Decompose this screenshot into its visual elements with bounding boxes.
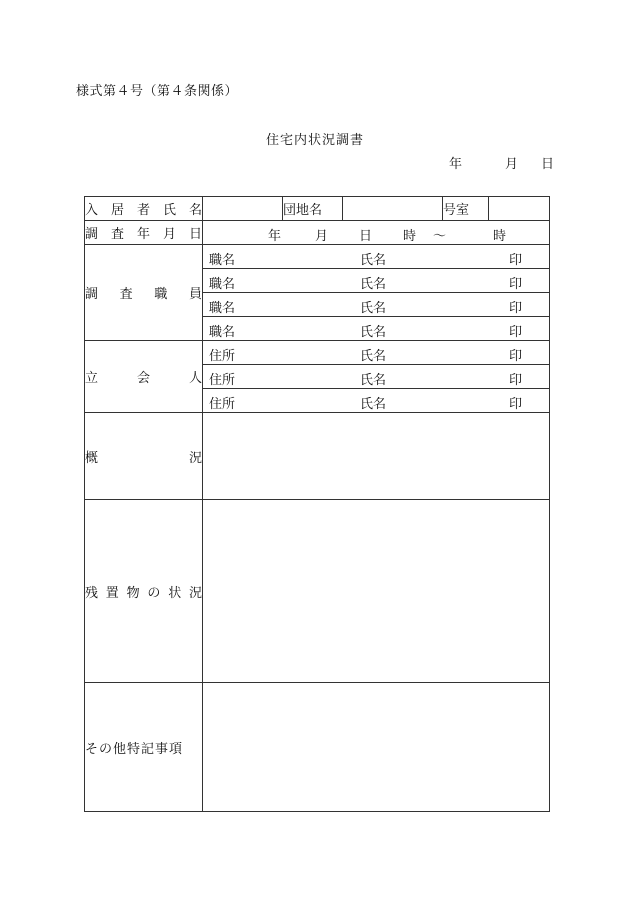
complex-name-field[interactable] (343, 197, 443, 221)
witness-entry[interactable] (203, 389, 550, 413)
other-notes-row (85, 683, 550, 812)
witness-name-label: 氏名 (360, 397, 387, 412)
survey-date-field[interactable] (203, 221, 550, 245)
label-char: 日 (188, 227, 202, 242)
witness-row (85, 341, 550, 365)
inspector-entry[interactable] (203, 245, 550, 269)
label-char: 年 (136, 227, 150, 242)
label-char: 立 (85, 371, 99, 386)
label-char: 者 (136, 203, 150, 218)
inspector-row (85, 245, 550, 269)
overview-label (85, 413, 203, 500)
witness-address-label: 住所 (209, 349, 236, 364)
seal-mark: 印 (509, 397, 523, 412)
survey-table (84, 196, 550, 812)
seal-mark: 印 (509, 373, 523, 388)
witness-address-label: 住所 (209, 397, 236, 412)
witness-name-label: 氏名 (360, 373, 387, 388)
label-char: 居 (110, 203, 124, 218)
survey-month: 月 (315, 229, 329, 244)
seal-mark: 印 (509, 325, 523, 340)
inspector-name-label: 氏名 (360, 253, 387, 268)
resident-name-field[interactable] (203, 197, 283, 221)
inspector-name-label: 氏名 (360, 301, 387, 316)
inspector-title-label: 職名 (209, 301, 236, 316)
other-notes-field[interactable] (203, 683, 550, 812)
label-char: 置 (105, 585, 119, 601)
label-char: 物 (126, 585, 140, 601)
witness-entry[interactable] (203, 365, 550, 389)
label-char: 名 (188, 203, 202, 218)
label-char: 概 (85, 450, 99, 466)
complex-name-label: 団地名 (283, 197, 343, 221)
label-char: 入 (85, 203, 99, 218)
survey-date-label (85, 221, 203, 245)
resident-row (85, 197, 550, 221)
label-char: 査 (110, 227, 124, 242)
label-char: 査 (119, 287, 133, 302)
label-char: 人 (188, 371, 202, 386)
label-char: 調 (85, 287, 99, 302)
inspector-entry[interactable] (203, 293, 550, 317)
inspector-entry[interactable] (203, 317, 550, 341)
inspector-title-label: 職名 (209, 325, 236, 340)
seal-mark: 印 (509, 277, 523, 292)
room-label: 号室 (443, 197, 489, 221)
survey-hour-to: 時 (493, 229, 507, 244)
overview-row (85, 413, 550, 500)
survey-day: 日 (359, 229, 373, 244)
resident-name-label (85, 197, 203, 221)
label-char: 況 (188, 585, 202, 601)
tilde-separator: ～ (433, 229, 447, 244)
seal-mark: 印 (509, 301, 523, 316)
label-char: 残 (85, 585, 99, 601)
date-day: 日 (541, 157, 555, 172)
label-char: の (147, 585, 161, 601)
survey-year: 年 (268, 229, 282, 244)
label-char: 調 (85, 227, 99, 242)
inspector-name-label: 氏名 (360, 277, 387, 292)
form-number: 様式第４号（第４条関係） (76, 84, 239, 99)
other-notes-label: その他特記事項 (85, 683, 203, 812)
witness-name-label: 氏名 (360, 349, 387, 364)
label-char: 員 (188, 287, 202, 302)
label-char: 氏 (162, 203, 176, 218)
remaining-items-field[interactable] (203, 500, 550, 683)
label-char: 職 (154, 287, 168, 302)
date-year: 年 (449, 157, 463, 172)
witness-entry[interactable] (203, 341, 550, 365)
label-char: 況 (188, 450, 202, 466)
document-title: 住宅内状況調書 (265, 133, 364, 148)
survey-hour-from: 時 (403, 229, 417, 244)
remaining-items-label (85, 500, 203, 683)
inspector-label (85, 245, 203, 341)
inspector-title-label: 職名 (209, 253, 236, 268)
witness-address-label: 住所 (209, 373, 236, 388)
seal-mark: 印 (509, 349, 523, 364)
date-month: 月 (505, 157, 519, 172)
inspector-entry[interactable] (203, 269, 550, 293)
label-char: 月 (162, 227, 176, 242)
label-char: 状 (168, 585, 182, 601)
inspector-title-label: 職名 (209, 277, 236, 292)
witness-label (85, 341, 203, 413)
seal-mark: 印 (509, 253, 523, 268)
overview-field[interactable] (203, 413, 550, 500)
room-field[interactable] (489, 197, 550, 221)
survey-date-row (85, 221, 550, 245)
inspector-name-label: 氏名 (360, 325, 387, 340)
remaining-items-row (85, 500, 550, 683)
label-char: 会 (136, 371, 150, 386)
